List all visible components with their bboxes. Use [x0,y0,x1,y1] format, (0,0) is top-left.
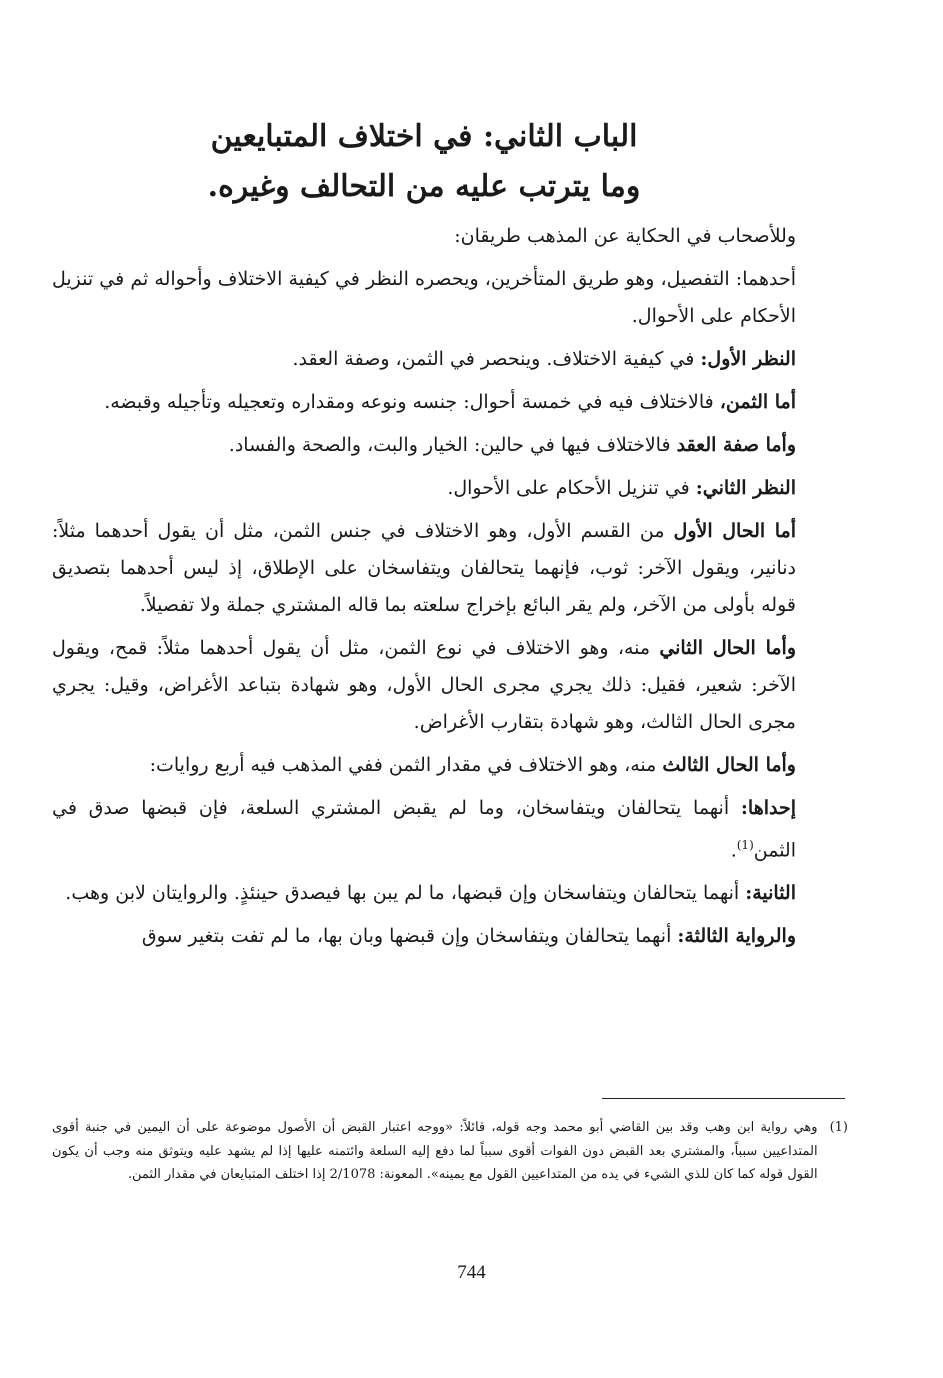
paragraph-lead: والرواية الثالثة: [677,925,796,948]
chapter-title-line-1: الباب الثاني: في اختلاف المتبايعين [210,119,638,154]
paragraph [52,918,796,955]
paragraph-text: أحدهما: التفصيل، وهو طريق المتأخرين، ويحصره النظر في كيفية الاختلاف وأحواله ثم في تنزيل الأحكام على الأحوال. [52,268,796,327]
paragraph [52,790,796,869]
paragraph [52,341,796,378]
page-number: 744 [457,1262,486,1283]
paragraph-text: في كيفية الاختلاف. وينحصر في الثمن، وصفة العقد. [292,348,701,370]
paragraph [52,470,796,507]
paragraph-text: في تنزيل الأحكام على الأحوال. [447,477,696,499]
footnote-marker[interactable]: (1) [736,838,754,852]
paragraph-lead: الثانية: [745,882,796,905]
chapter-title [52,112,796,212]
paragraph-text: منه، وهو الاختلاف في نوع الثمن، مثل أن يقول أحدهما مثلاً: قمح، ويقول الآخر: شعير، فقيل: ذلك يجري مجرى الحال الأول، وهو شهادة بتباعد الأغراض، وقيل: يجري مجرى الحال الثالث، وهو شهادة بتقارب الأغراض. [52,637,796,733]
paragraph-lead: أما الحال الأول [673,520,796,542]
paragraph-text: فالاختلاف فيه في خمسة أحوال: جنسه ونوعه ومقداره وتعجيله وتأجيله وقبضه. [104,391,720,413]
paragraph-text: وللأصحاب في الحكاية عن المذهب طريقان: [454,225,796,247]
paragraph-text: فالاختلاف فيها في حالين: الخيار والبت، والصحة والفساد. [228,434,677,456]
paragraph [52,218,796,255]
footnote-text: وهي رواية ابن وهب وقد بين القاضي أبو محمد وجه قوله، قائلاً: «ووجه اعتبار القبض أن الأصول موضوعة على أن اليمين في جنبة أقوى المتداعيين سبباً، والمشتري بعد القبض دون الفوات أقوى سبباً لما دفع إليه السلعة وائتمنه عليها إذا لم يشهد عليه ويتوثق منه وجب أن يكون القول قوله كما كان للذي الشيء في يده من المتداعيين القول مع يمينه». المعونة: 2/1078 إذا اختلف المتبايعان في مقدار الثمن. [52,1120,818,1182]
paragraph-tail: . [730,839,737,862]
paragraph [52,875,796,912]
paragraph-text: من القسم الأول، وهو الاختلاف في جنس الثمن، مثل أن يقول أحدهما مثلاً: دنانير، ويقول الآخر: ثوب، فإنهما يتحالفان ويتفاسخان على الإطلاق، إذ ليس أحدهما بتصديق قوله بأولى من الآخر، ولم يقر البائع بإخراج سلعته بما قاله المشتري جملة ولا تفصيلاً. [52,520,796,616]
paragraph [52,630,796,741]
paragraph-text: أنهما يتحالفان ويتفاسخان وإن قبضها وبان بها، ما لم تفت بتغير سوق [141,925,678,948]
footnotes [52,1116,848,1187]
main-text [52,112,796,961]
paragraph [52,261,796,335]
paragraph-lead: النظر الثاني: [695,477,796,499]
paragraph-text: أنهما يتحالفان ويتفاسخان وإن قبضها، ما لم يبن بها فيصدق حينئذٍ. والروايتان لابن وهب. [65,882,746,905]
footnote-separator [602,1098,845,1099]
paragraph [52,513,796,624]
footnote-number: (1) [829,1120,848,1135]
paragraph-lead: وأما الحال الثالث [662,754,796,776]
paragraph-lead: أما الثمن، [719,391,796,413]
paragraph [52,747,796,784]
paragraph-lead: إحداها: [740,797,796,819]
chapter-title-line-2: وما يترتب عليه من التحالف وغيره. [207,169,641,204]
paragraph [52,384,796,421]
paragraph-lead: النظر الأول: [700,348,796,370]
paragraph-text: أنهما يتحالفان ويتفاسخان، وما لم يقبض المشتري السلعة، فإن قبضها صدق في الثمن [52,797,796,862]
paragraph-text: منه، وهو الاختلاف في مقدار الثمن ففي المذهب فيه أربع روايات: [149,754,663,776]
paragraph [52,427,796,464]
paragraph-lead: وأما صفة العقد [676,434,796,456]
footnote [52,1116,848,1187]
paragraph-lead: وأما الحال الثاني [659,637,796,659]
